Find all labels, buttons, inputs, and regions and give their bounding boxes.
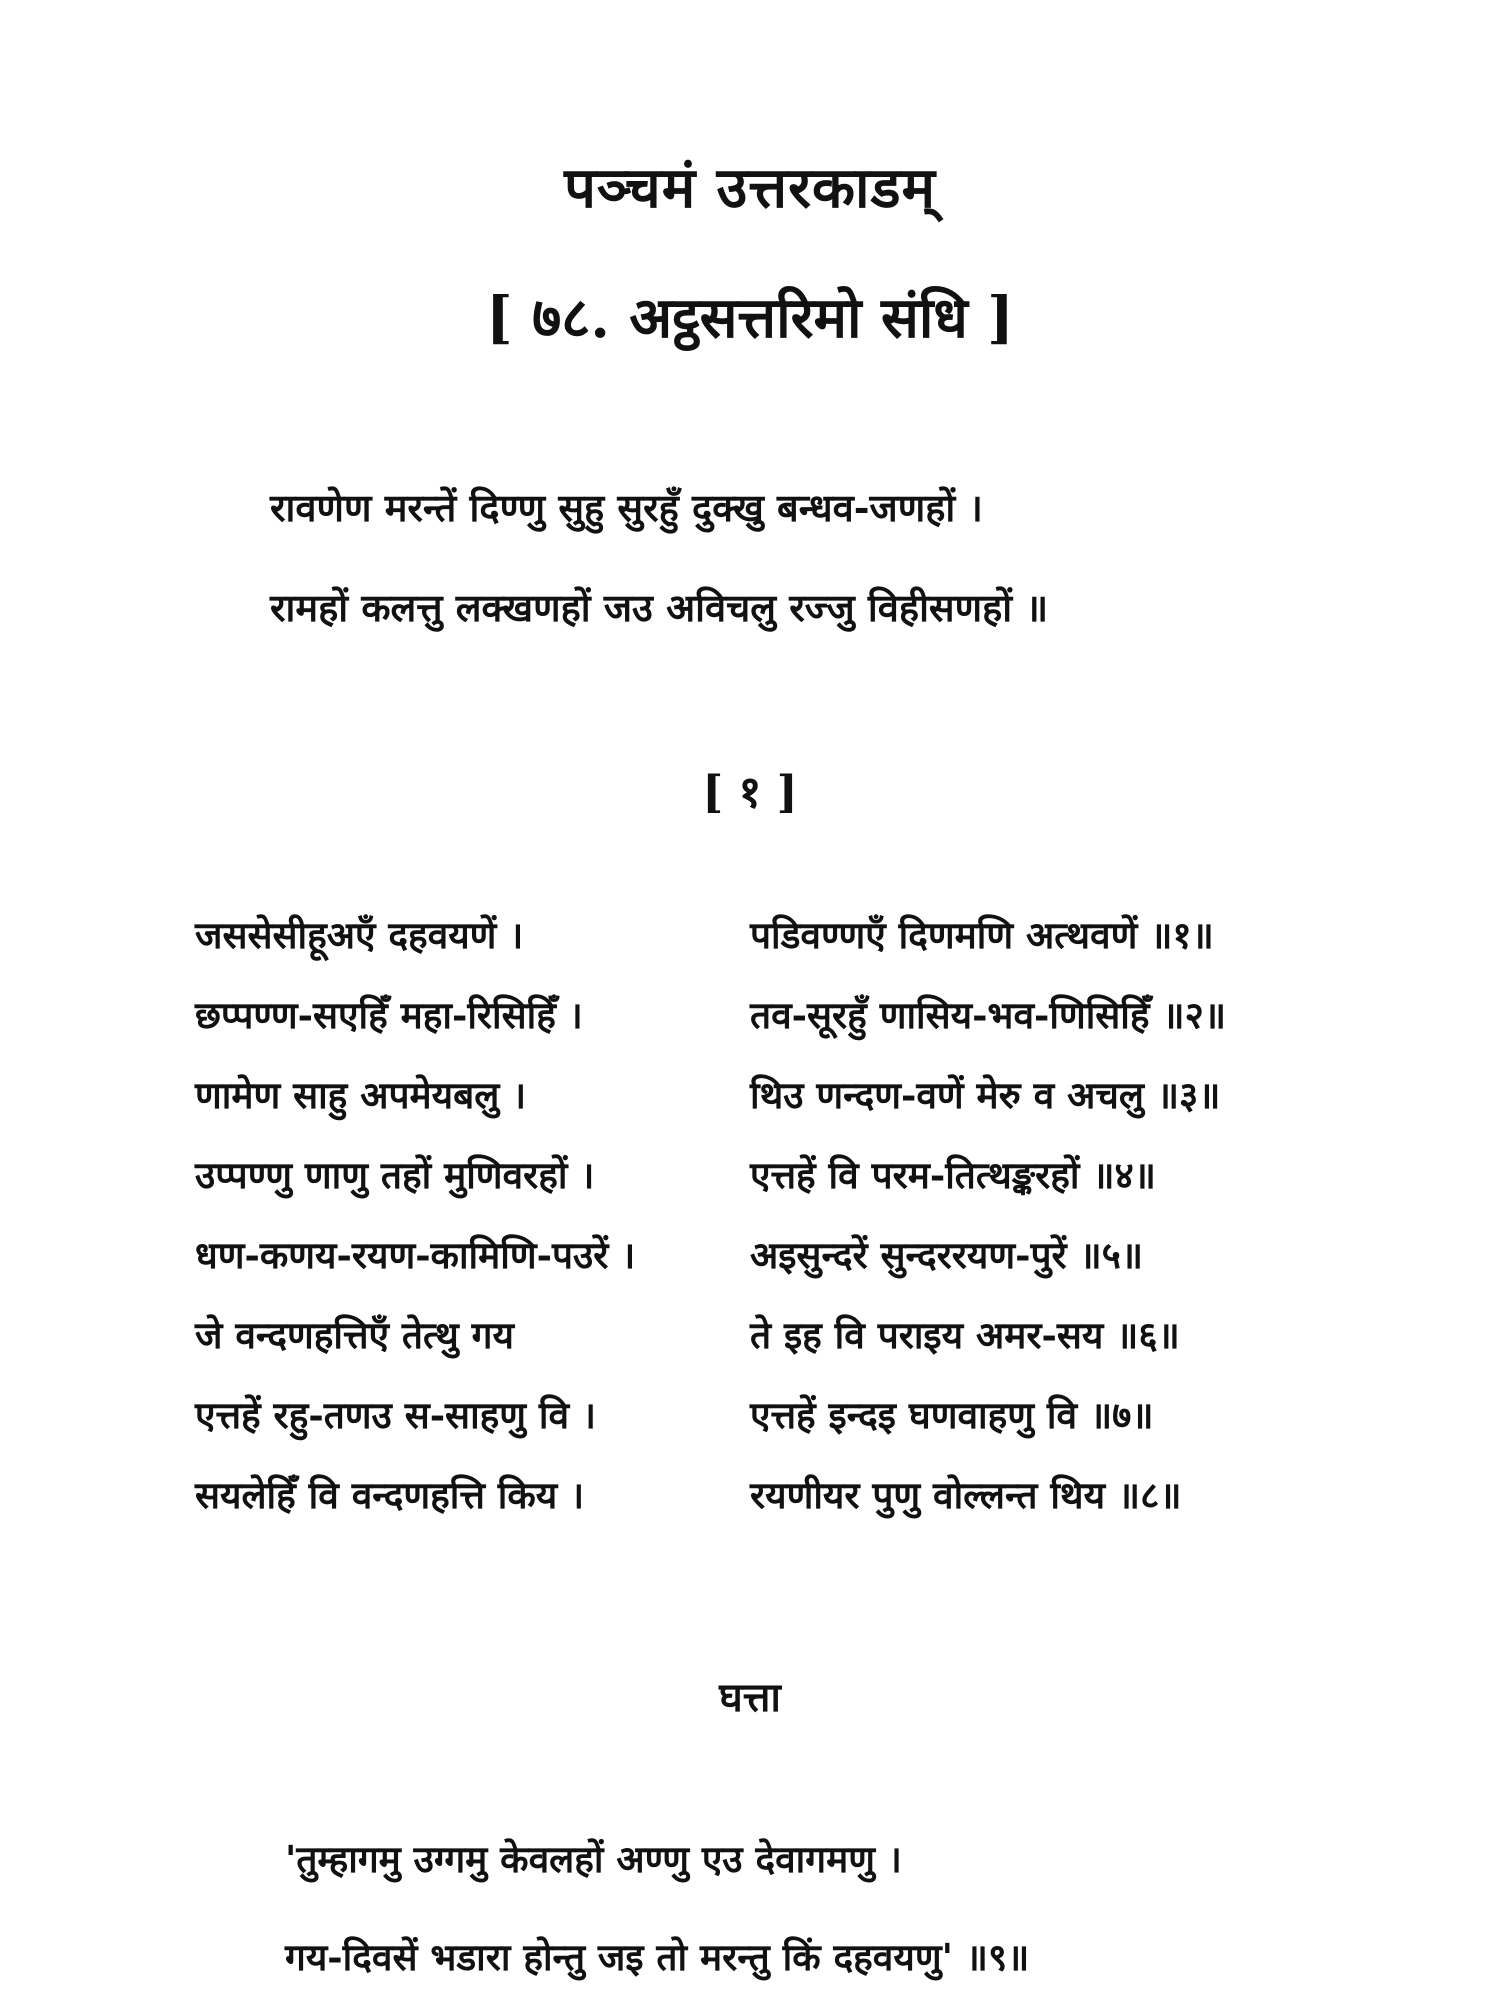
verse-left-half: णामेण साहु अपमेयबलु । [195,1072,527,1117]
verse-left-half: जससेसीहूअएँ दहवयणें । [195,912,524,957]
verse-left-half: एत्तहें रहु-तणउ स-साहणु वि । [195,1392,596,1437]
verse-row [195,973,1345,1053]
verse-right-half: थिउ णन्दण-वणें मेरु व अचलु ॥३॥ [750,1072,1221,1117]
verse-right-half: पडिवण्णएँ दिणमणि अत्थवणें ॥१॥ [750,912,1214,957]
ghatta-heading: घत्ता [719,1674,781,1721]
verse-right-half: एत्तहें वि परम-तित्थङ्करहों ॥४॥ [750,1152,1156,1197]
section-number: [ १ ] [702,767,798,818]
verse-right-half: ते इह वि पराइय अमर-सय ॥६॥ [750,1312,1180,1357]
chapter-title: पञ्चमं उत्तरकाडम् [564,155,936,221]
verse-left-half: धण-कणय-रयण-कामिणि-पउरें । [195,1232,636,1277]
verse-row [195,893,1345,973]
verse-row [195,1053,1345,1133]
verse-left-half: छप्पण्ण-सएहिँ महा-रिसिहिँ । [195,992,583,1037]
verse-right-half: तव-सूरहुँ णासिय-भव-णिसिहिँ ॥२॥ [750,992,1226,1037]
intro-couplet [270,458,1270,658]
verse-left-half: उप्पण्णु णाणु तहों मुणिवरहों । [195,1152,595,1197]
ghatta-couplet [285,1810,1335,2006]
verse-right-half: रयणीयर पुणु वोल्लन्त थिय ॥८॥ [750,1472,1182,1517]
intro-line: रामहों कलत्तु लक्खणहों जउ अविचलु रज्जु विहीसणहों ॥ [270,585,1049,630]
verse-right-half: अइसुन्दरें सुन्दररयण-पुरें ॥५॥ [750,1232,1144,1277]
verse-row [195,1373,1345,1453]
intro-line: रावणेण मरन्तें दिण्णु सुहु सुरहुँ दुक्खु बन्धव-जणहों । [270,485,983,530]
verse-row [195,1453,1345,1533]
sandhi-heading: [ ७८. अट्ठसत्तरिमो संधि ] [486,285,1014,351]
verse-right-half: एत्तहें इन्दइ घणवाहणु वि ॥७॥ [750,1392,1154,1437]
verse-block [195,893,1345,1533]
verse-row [195,1213,1345,1293]
verse-row [195,1293,1345,1373]
ghatta-line: 'तुम्हागमु उग्गमु केवलहों अण्णु एउ देवागमणु । [285,1837,902,1881]
verse-row [195,1133,1345,1213]
verse-left-half: सयलेहिँ वि वन्दणहत्ति किय । [195,1472,585,1517]
verse-left-half: जे वन्दणहत्तिएँ तेत्थु गय [195,1312,514,1357]
ghatta-line: गय-दिवसें भडारा होन्तु जइ तो मरन्तु किं दहवयणु' ॥९॥ [285,1935,1030,1979]
